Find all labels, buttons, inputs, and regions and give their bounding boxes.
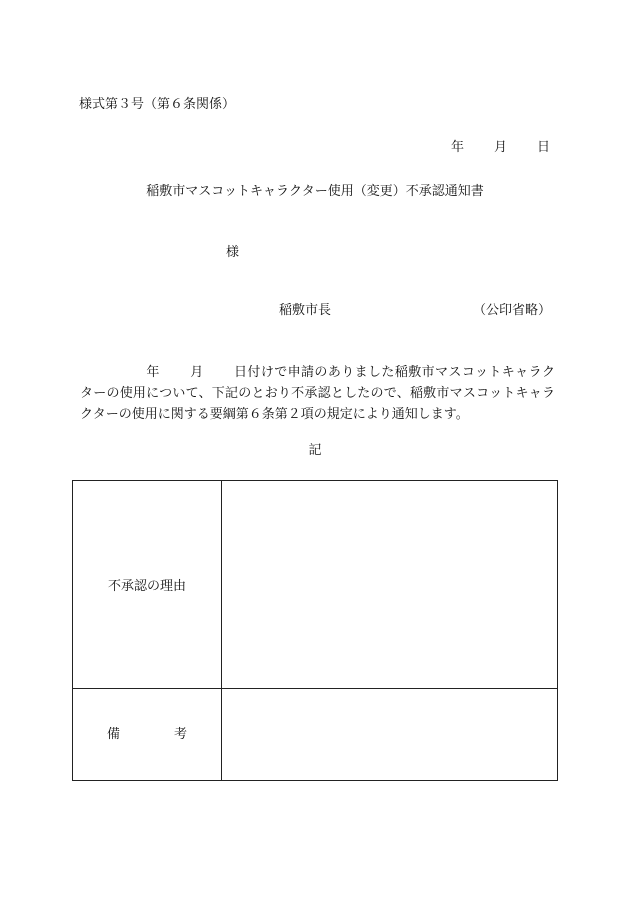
ki-heading: 記 — [308, 443, 322, 458]
issuer-name: 稲敷市長 — [279, 303, 332, 318]
table-row-reason — [73, 481, 558, 689]
body-year-label: 年 — [146, 365, 160, 380]
seal-omitted-note: （公印省略） — [473, 303, 552, 318]
document-title: 稲敷市マスコットキャラクター使用（変更）不承認通知書 — [146, 184, 484, 199]
date-day-label: 日 — [536, 140, 550, 155]
table-row-remarks — [73, 688, 558, 780]
body-text: 日付けで申請のありました稲敷市マスコットキャラクターの使用について、下記のとおり不承認としたので、稲敷市マスコットキャラクターの使用に関する要綱第６条第２項の規定により通知します。 — [80, 365, 555, 422]
date-month-label: 月 — [493, 140, 507, 155]
form-number: 様式第３号（第６条関係） — [79, 97, 236, 112]
reason-label-cell — [73, 481, 222, 689]
reason-value-cell — [222, 481, 558, 689]
body-month-label: 月 — [189, 365, 204, 380]
date-line — [451, 141, 550, 154]
remarks-label-char-2: 考 — [173, 726, 187, 742]
remarks-label — [107, 723, 187, 742]
notice-body — [80, 362, 555, 425]
date-year-label: 年 — [450, 140, 464, 155]
addressee-honorific: 様 — [226, 245, 240, 260]
remarks-label-cell — [73, 688, 222, 780]
remarks-label-char-1: 備 — [107, 726, 121, 742]
remarks-value-cell — [222, 688, 558, 780]
reason-table — [72, 480, 558, 781]
reason-label: 不承認の理由 — [107, 578, 186, 594]
